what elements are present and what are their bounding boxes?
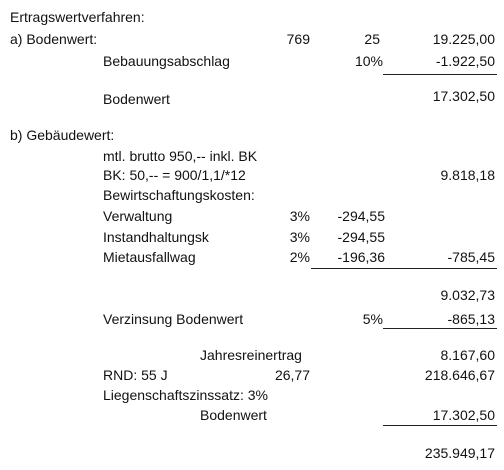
divider-line	[311, 268, 497, 269]
annual-rent-value: 9.818,18	[440, 167, 495, 183]
rent-line: mtl. brutto 950,-- inkl. BK	[103, 148, 258, 164]
subtotal-value: 9.032,73	[440, 287, 495, 303]
rnd-label: RND: 55 J	[103, 367, 168, 383]
cost-amount: -294,55	[337, 208, 385, 224]
verzinsung-value: -865,13	[447, 311, 495, 327]
jahresreinertrag-value: 8.167,60	[440, 347, 495, 363]
total-value: 235.949,17	[424, 445, 495, 461]
cost-name: Verwaltung	[103, 208, 173, 224]
bodenwert-add-label: Bodenwert	[200, 407, 267, 423]
divider-line	[383, 74, 497, 75]
bodenwert-result-value: 17.302,50	[432, 88, 495, 104]
divider-line	[383, 328, 497, 329]
document-title: Ertragswertverfahren:	[10, 9, 145, 25]
costs-heading: Bewirtschaftungskosten:	[103, 187, 255, 203]
bodenwert-add-value: 17.302,50	[432, 407, 495, 423]
bodenwert-price: 25	[364, 31, 380, 47]
cost-amount: -196,36	[337, 249, 385, 265]
bodenwert-area: 769	[286, 31, 310, 47]
gebaeudewert-section-label: b) Gebäudewert:	[10, 127, 115, 143]
bodenwert-result-label: Bodenwert	[103, 91, 170, 107]
cost-name: Mietausfallwag	[103, 249, 196, 265]
cost-percent: 3%	[289, 208, 310, 224]
verzinsung-percent: 5%	[362, 311, 383, 327]
verzinsung-label: Verzinsung Bodenwert	[103, 311, 244, 327]
costs-total: -785,45	[447, 249, 495, 265]
cost-percent: 2%	[289, 249, 310, 265]
bodenwert-gross-value: 19.225,00	[432, 31, 495, 47]
bodenwert-section-label: a) Bodenwert:	[10, 31, 98, 47]
cost-percent: 3%	[289, 229, 310, 245]
abschlag-value: -1.922,50	[435, 53, 495, 69]
zinssatz-label: Liegenschaftszinssatz: 3%	[103, 387, 268, 403]
abschlag-label: Bebauungsabschlag	[103, 53, 230, 69]
bk-formula-line: BK: 50,-- = 900/1,1/*12	[103, 167, 246, 183]
cost-amount: -294,55	[337, 229, 385, 245]
jahresreinertrag-label: Jahresreinertrag	[200, 347, 302, 363]
rnd-factor: 26,77	[274, 367, 310, 383]
abschlag-percent: 10%	[354, 53, 383, 69]
divider-line	[383, 425, 497, 426]
capitalized-value: 218.646,67	[424, 367, 495, 383]
cost-name: Instandhaltungsk	[103, 229, 209, 245]
